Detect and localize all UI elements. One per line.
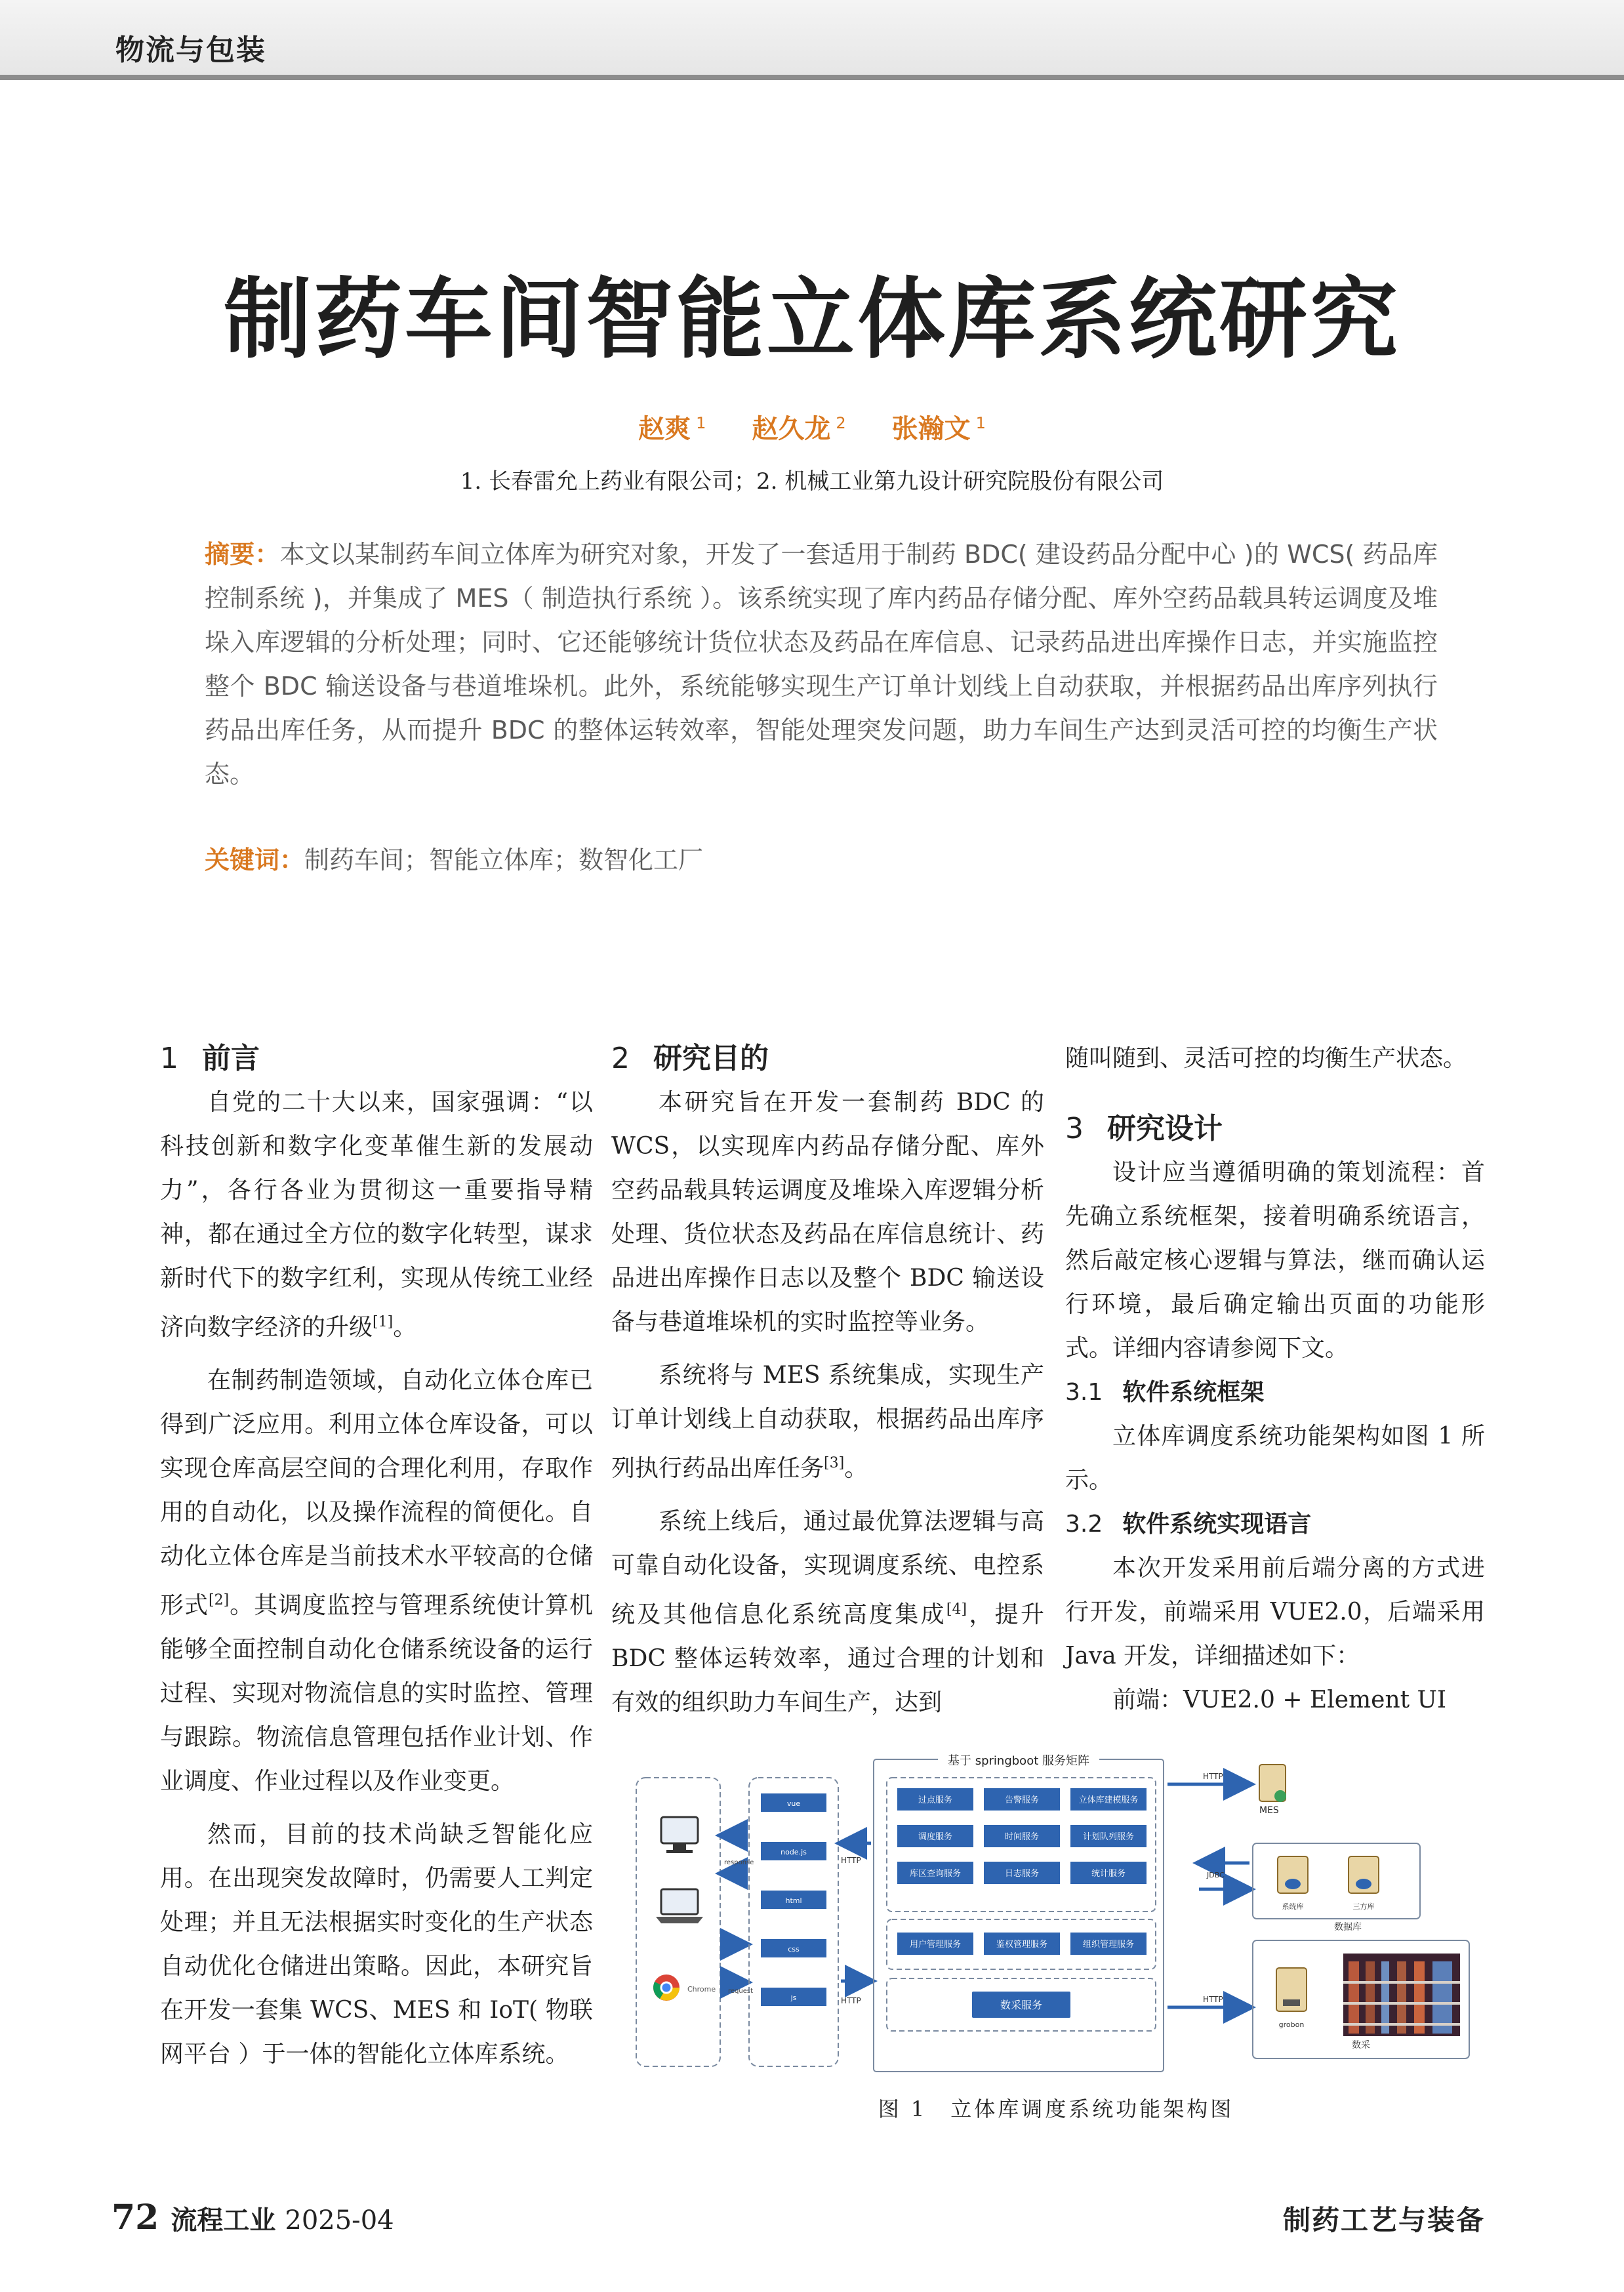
svg-text:调度服务: 调度服务 [918, 1832, 953, 1842]
paragraph: 本次开发采用前后端分离的方式进行开发，前端采用 VUE2.0，后端采用 Java 开发，详细描述如下： [1065, 1555, 1485, 1669]
keywords-text: 制药车间；智能立体库；数智化工厂 [304, 846, 704, 874]
svg-text:系统库: 系统库 [1282, 1902, 1304, 1911]
citation-link[interactable]: [1] [373, 1314, 394, 1330]
svg-text:HTTP: HTTP [1203, 1772, 1223, 1781]
warehouse-photo [1343, 1954, 1460, 2036]
author-list [0, 408, 1624, 445]
svg-text:HTTP: HTTP [841, 1856, 861, 1865]
frontend-stack [761, 1793, 826, 2006]
paragraph: 系统上线后，通过最优算法逻辑与高可靠自动化设备，实现调度系统、电控系统及其他信息化系统高度集成[4]，提升 BDC 整体运转效率，通过合理的计划和有效的组织助力车间生产，达到 [611, 1508, 1044, 1716]
svg-text:grobon: grobon [1278, 2020, 1305, 2029]
keywords-label: 关键词： [205, 846, 305, 874]
abstract [205, 533, 1438, 796]
svg-text:js: js [790, 1994, 797, 2002]
third-party-db-icon [1349, 1856, 1379, 1893]
svg-text:MES: MES [1259, 1805, 1279, 1816]
author[interactable]: 赵久龙 $^2$ [752, 413, 846, 444]
column-1 [160, 1036, 593, 2076]
section-heading: 3 研究设计 [1065, 1112, 1223, 1145]
svg-text:数采: 数采 [1352, 2040, 1370, 2051]
column-2 [611, 1036, 1044, 1725]
paragraph: 系统将与 MES 系统集成，实现生产订单计划线上自动获取，根据药品出库序列执行药品出库任务[3]。 [611, 1362, 1044, 1482]
footer-column: 制药工艺与装备 [1282, 2204, 1485, 2236]
svg-text:过点服务: 过点服务 [918, 1795, 953, 1805]
citation-link[interactable]: [4] [946, 1601, 967, 1618]
svg-text:request: request [728, 1988, 754, 1995]
paragraph: 自党的二十大以来，国家强调：“以科技创新和数字化变革催生新的发展动力”，各行各业为贯彻这一重要指导精神，都在通过全方位的数字化转型，谋求新时代下的数字红利，实现从传统工业经济向数字经济的升级[1]。 [160, 1089, 593, 1341]
svg-text:立体库建模服务: 立体库建模服务 [1078, 1795, 1139, 1805]
svg-text:JDBC: JDBC [1207, 1871, 1225, 1879]
architecture-diagram [630, 1745, 1482, 2079]
svg-text:计划队列服务: 计划队列服务 [1082, 1832, 1135, 1842]
affiliation: 1. 长春雷允上药业有限公司；2. 机械工业第九设计研究院股份有限公司 [460, 468, 1164, 495]
chrome-icon [653, 1975, 680, 2001]
svg-text:html: html [785, 1896, 802, 1905]
svg-text:三方库: 三方库 [1352, 1902, 1375, 1911]
frontend-group [749, 1778, 838, 2066]
mes-server-icon [1259, 1765, 1286, 1802]
citation-link[interactable]: [2] [208, 1592, 230, 1608]
keywords [205, 840, 1438, 876]
paragraph: 前端：VUE2.0 + Element UI [1112, 1687, 1447, 1713]
svg-text:告警服务: 告警服务 [1004, 1795, 1040, 1805]
abstract-text: 本文以某制药车间立体库为研究对象，开发了一套适用于制药 BDC( 建设药品分配中心 )的 WCS( 药品库控制系统 )，并集成了 MES（ 制造执行系统 ）。该系统实现了库内药品存储分配、库外空药品载具转运调度及堆垛入库逻辑的分析处理；同时、它还能够统计货位状态及药品在库信息、记录药品进出库操作日志，并实施监控整个 BDC 输送设备与巷道堆垛机。此外，系统能够实现生产订单计划线上自动获取，并根据药品出库序列执行药品出库任务，从而提升 BDC 的整体运转效率，智能处理突发问题，助力车间生产达到灵活可控的均衡生产状态。 [205, 540, 1438, 788]
desktop-icon [661, 1817, 698, 1853]
footer-left [112, 2198, 394, 2238]
paragraph: 本研究旨在开发一套制药 BDC 的 WCS，以实现库内药品存储分配、库外空药品载具转运调度及堆垛入库逻辑分析处理、货位状态及药品在库信息统计、药品进出库操作日志以及整个 BDC 输送设备与巷道堆垛机的实时监控等业务。 [611, 1089, 1044, 1336]
subsection-heading: 3.2 软件系统实现语言 [1065, 1511, 1312, 1538]
section-label: 物流与包装 [115, 33, 266, 67]
svg-text:统计服务: 统计服务 [1091, 1869, 1126, 1879]
svg-text:用户管理服务: 用户管理服务 [909, 1940, 962, 1950]
journal-name: 流程工业 [171, 2205, 276, 2236]
svg-text:时间服务: 时间服务 [1004, 1832, 1040, 1842]
svg-text:组织管理服务: 组织管理服务 [1082, 1940, 1135, 1950]
svg-text:数采服务: 数采服务 [1000, 1999, 1043, 2011]
svg-text:Chrome: Chrome [687, 1985, 716, 1994]
header-bar [0, 0, 1624, 80]
subsection-heading: 3.1 软件系统框架 [1065, 1379, 1265, 1406]
grobon-server-icon [1276, 1968, 1307, 2011]
svg-text:css: css [788, 1945, 800, 1954]
figure-caption: 图 1 立体库调度系统功能架构图 [878, 2097, 1234, 2121]
abstract-label: 摘要： [205, 540, 280, 569]
issue: 2025-04 [285, 2205, 394, 2236]
paragraph: 设计应当遵循明确的策划流程：首先确立系统框架，接着明确系统语言，然后敲定核心逻辑与算法，继而确认运行环境，最后确定输出页面的功能形式。详细内容请参阅下文。 [1065, 1159, 1485, 1362]
svg-text:HTTP: HTTP [1203, 1995, 1223, 2004]
paragraph-continued: 随叫随到、灵活可控的均衡生产状态。 [1065, 1045, 1467, 1072]
svg-text:HTTP: HTTP [841, 1996, 861, 2005]
svg-text:vue: vue [786, 1799, 801, 1808]
column-3 [1065, 1036, 1485, 1722]
svg-text:response: response [724, 1859, 754, 1866]
paragraph: 在制药制造领域，自动化立体仓库已得到广泛应用。利用立体仓库设备，可以实现仓库高层空间的合理化利用，存取作用的自动化，以及操作流程的简便化。自动化立体仓库是当前技术水平较高的仓储形式[2]。其调度监控与管理系统使计算机能够全面控制自动化仓储系统设备的运行过程、实现对物流信息的实时监控、管理与跟踪。物流信息管理包括作业计划、作业调度、作业过程以及作业变更。 [160, 1367, 593, 1795]
paragraph: 然而，目前的技术尚缺乏智能化应用。在出现突发故障时，仍需要人工判定处理；并且无法根据实时变化的生产状态自动优化仓储进出策略。因此，本研究旨在开发一套集 WCS、MES 和 IoT( 物联网平台 ）于一体的智能化立体库系统。 [160, 1821, 593, 2068]
author[interactable]: 张瀚文 $^1$ [891, 413, 986, 444]
paragraph: 立体库调度系统功能架构如图 1 所示。 [1065, 1423, 1485, 1494]
section-heading: 2 研究目的 [611, 1042, 769, 1075]
svg-text:node.js: node.js [781, 1848, 807, 1856]
page-number: 72 [112, 2198, 159, 2238]
section-heading: 1 前言 [160, 1042, 260, 1075]
frame-title: 基于 springboot 服务矩阵 [948, 1754, 1089, 1768]
system-db-icon [1278, 1856, 1308, 1893]
article-title: 制药车间智能立体库系统研究 [223, 268, 1400, 371]
svg-text:日志服务: 日志服务 [1004, 1869, 1040, 1879]
author[interactable]: 赵爽 $^1$ [638, 413, 706, 444]
citation-link[interactable]: [3] [824, 1455, 845, 1471]
service-grid [897, 1788, 1147, 1955]
laptop-icon [656, 1889, 703, 1923]
svg-text:库区查询服务: 库区查询服务 [909, 1869, 962, 1879]
svg-text:鉴权管理服务: 鉴权管理服务 [996, 1940, 1048, 1950]
svg-text:数据库: 数据库 [1334, 1922, 1362, 1933]
